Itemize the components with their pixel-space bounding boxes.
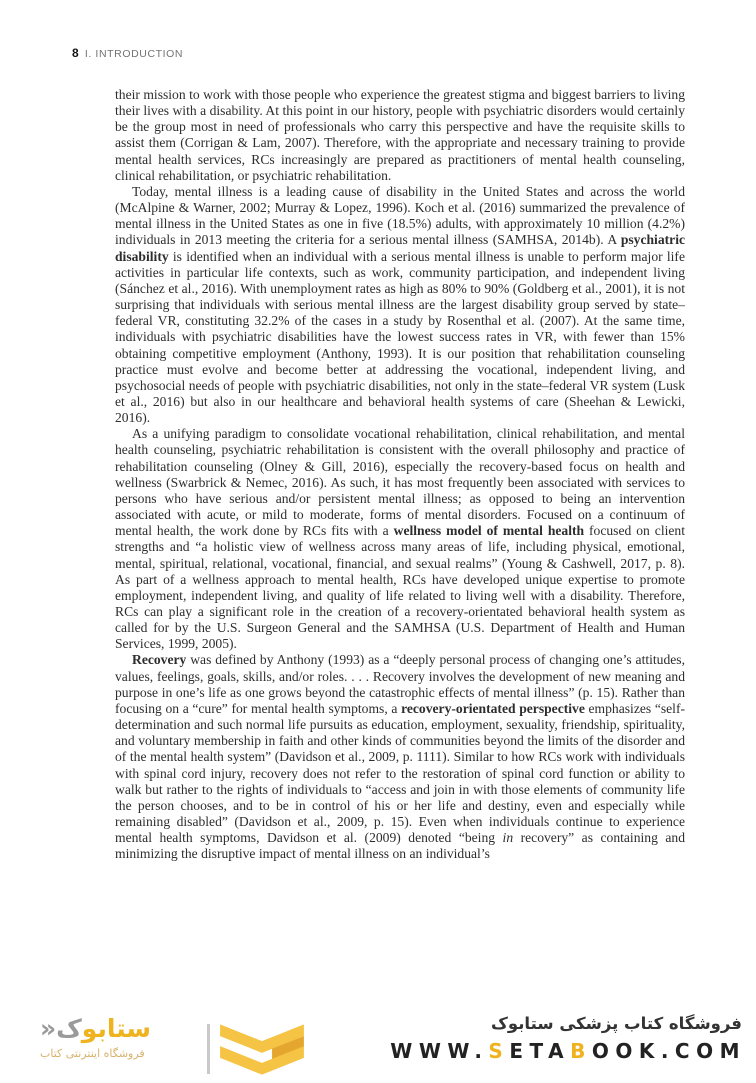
text-run: Today, mental illness is a leading cause of disability in the United States and across the world (McAlpine & Warner, 2002; Murray & Lopez, 1996). Koch et al. (2016) summarized the prevalence of mental illness in the United States as one in five (18.5%) adults, with approximately 10 million (4.2%) individuals in 2013 meeting the criteria for a serious mental illness (SAMHSA, 2014b). A bbox=[115, 183, 685, 248]
text-run: is identified when an individual with a serious mental illness is unable to perform major life activities in particular life contexts, such as work, community participation, and independent living (Sánchez et al., 2016). With unemployment rates as high as 80% to 90% (Goldberg et al., 2001), it is not surprising that individuals with serious mental illness are the largest disability group served by state–federal VR, constituting 32.2% of the cases in a study by Rosenthal et al. (2007). At the same time, individuals with psychiatric disabilities have the lowest success rates in VR, with fewer than 15% obtaining competitive employment (Anthony, 1993). It is our position that rehabilitation counseling practice must evolve and become better at addressing the vocational, independent living, and psychosocial needs of people with psychiatric disabilities, not only in the state–federal VR system (Lusk et al., 2016) but also in our healthcare and behavioral health systems of care (Sheehan & Lewicki, 2016). bbox=[115, 248, 685, 426]
page-number: 8 bbox=[72, 46, 79, 60]
brand-name bbox=[40, 1014, 198, 1044]
text-run: ک bbox=[56, 1014, 82, 1043]
logo-divider bbox=[207, 1024, 210, 1074]
text-run: recovery-orientated perspective bbox=[401, 700, 585, 716]
watermark-banner bbox=[0, 1002, 756, 1080]
text-run: « bbox=[40, 1014, 57, 1043]
page-header bbox=[72, 44, 183, 62]
setabook-chevron-icon bbox=[220, 1021, 304, 1078]
store-title: فروشگاه کتاب پزشکی ستابوک bbox=[491, 1014, 742, 1033]
text-run: ستابو bbox=[81, 1014, 152, 1043]
website-url bbox=[390, 1039, 746, 1063]
setabook-logotype bbox=[40, 1014, 198, 1060]
brand-tagline: فروشگاه اینترنتی کتاب bbox=[40, 1047, 145, 1060]
body-text-column bbox=[115, 87, 685, 1008]
text-run: Recovery bbox=[132, 652, 187, 668]
text-run: recovery” as containing and minimizing the disruptive impact of mental illness on an individual’s bbox=[115, 830, 685, 862]
text-run: emphasizes “self-determination and such normal life pursuits as education, employment, sexuality, friendship, spirituality, and voluntary membership in faith and other kinds of communities beyond the limits of the disorder and of the mental health system” (Davidson et al., 2009, p. 1111). Similar to how RCs work with individuals with spinal cord injury, recovery does not refer to the restoration of spinal cord function or ability to walk but rather to the rights of individuals to “access and join in with those elements of community life the person chooses, and to be in control of his or her life and destiny, even and especially while remaining disabled” (Davidson et al., 2009, p. 15). Even when individuals continue to experience mental health symptoms, Davidson et al. (2009) denoted “being bbox=[115, 700, 685, 846]
paragraph bbox=[115, 652, 685, 862]
text-run: S bbox=[488, 1039, 510, 1063]
text-run: focused on client strengths and “a holistic view of wellness across many areas of life, including physical, emotional, mental, spiritual, relational, vocational, financial, and sexual realms” (Young & Cashwell, 2017, p. 8). As part of a wellness approach to mental health, RCs have developed unique expertise to promote employment, independent living, and quality of life related to living well with a disability. Therefore, RCs can play a significant role in the creation of a recovery-orientated behavioral health system as called for by the U.S. Surgeon General and the SAMHSA (U.S. Department of Health and Human Services, 1999, 2005). bbox=[115, 523, 685, 652]
text-run: psychiatric disability bbox=[115, 232, 685, 264]
paragraph bbox=[115, 184, 685, 426]
text-run: their mission to work with those people who experience the greatest stigma and biggest barriers to living their lives with a disability. At this point in our history, people with psychiatric disorders would certainly be the group most in need of professionals who carry this perspective and have the requisite skills to assist them (Corrigan & Lam, 2007). Therefore, with the appropriate and necessary training to provide mental health services, RCs increasingly are prepared as practitioners of mental health counseling, clinical rehabilitation, or psychiatric rehabilitation. bbox=[115, 87, 685, 183]
text-run: WWW. bbox=[390, 1039, 489, 1063]
section-title: I. INTRODUCTION bbox=[84, 48, 184, 60]
text-run: in bbox=[502, 830, 514, 846]
text-run: ETA bbox=[509, 1039, 571, 1063]
paragraph bbox=[115, 87, 685, 184]
text-run: was defined by Anthony (1993) as a “deeply personal process of changing one’s attitudes, values, feelings, goals, skills, and/or roles. . . . Recovery involves the development of new meaning and purpose in one’s life as one grows beyond the catastrophic effects of mental illness” (p. 15). Rather than focusing on a “cure” for mental health symptoms, a bbox=[115, 652, 685, 716]
text-run: OOK.COM bbox=[591, 1039, 746, 1063]
text-run: As a unifying paradigm to consolidate vocational rehabilitation, clinical rehabilitation, and mental health counseling, psychiatric rehabilitation is consistent with the overall philosophy and practice of rehabilitation counseling (Olney & Gill, 2016), especially the recovery-based focus on health and wellness (Swarbrick & Nemec, 2016). As such, it has most frequently been associated with services to persons who have serious and/or persistent mental illness; as opposed to being an intervention associated with acute, or mild to moderate, forms of mental disorders. Focused on a continuum of mental health, the work done by RCs fits with a bbox=[115, 426, 685, 539]
text-run: B bbox=[570, 1039, 592, 1063]
text-run: wellness model of mental health bbox=[393, 523, 585, 539]
paragraph bbox=[115, 426, 685, 652]
